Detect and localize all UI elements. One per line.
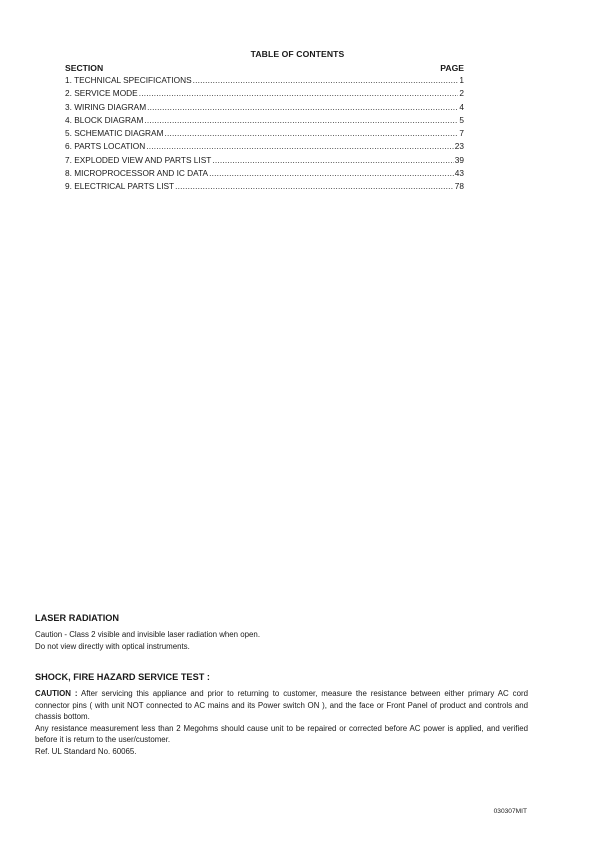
toc-entry-page: 5 bbox=[459, 114, 464, 125]
toc-leader-dots bbox=[193, 75, 459, 85]
toc-entry-label: 8. MICROPROCESSOR AND IC DATA bbox=[65, 168, 209, 179]
shock-caution-paragraph bbox=[35, 688, 528, 723]
toc-leader-dots bbox=[209, 168, 454, 178]
document-code: 030307MIT bbox=[493, 808, 527, 815]
toc-entry bbox=[65, 115, 464, 128]
laser-caution-line: Caution - Class 2 visible and invisible laser radiation when open. bbox=[35, 630, 261, 639]
toc-entry-page: 78 bbox=[454, 181, 464, 192]
toc-entry-page: 2 bbox=[459, 88, 464, 99]
toc-entry-label: 9. ELECTRICAL PARTS LIST bbox=[65, 181, 175, 192]
toc-title: TABLE OF CONTENTS bbox=[250, 49, 345, 59]
toc-entry-page: 7 bbox=[459, 128, 464, 139]
toc-entry-page: 23 bbox=[454, 141, 464, 152]
toc-leader-dots bbox=[147, 102, 458, 112]
toc-leader-dots bbox=[146, 141, 454, 151]
laser-radiation-section bbox=[35, 613, 528, 652]
toc-entry-page: 1 bbox=[459, 75, 464, 85]
toc-entry bbox=[65, 102, 464, 115]
toc-entry-label: 6. PARTS LOCATION bbox=[65, 141, 146, 152]
toc-entry-label: 4. BLOCK DIAGRAM bbox=[65, 114, 144, 125]
toc-entry-label: 1. TECHNICAL SPECIFICATIONS bbox=[65, 75, 192, 85]
toc-leader-dots bbox=[139, 88, 459, 98]
toc-leader-dots bbox=[175, 181, 454, 191]
laser-warning-line: Do not view directly with optical instruments. bbox=[35, 641, 190, 651]
toc-entry bbox=[65, 128, 464, 141]
toc-entry-label: 2. SERVICE MODE bbox=[65, 88, 138, 99]
toc-entry-label: 5. SCHEMATIC DIAGRAM bbox=[65, 128, 164, 139]
shock-heading: SHOCK, FIRE HAZARD SERVICE TEST : bbox=[35, 672, 210, 682]
toc-entry-page: 39 bbox=[454, 154, 464, 165]
caution-text: After servicing this appliance and prior to returning to customer, measure the resistance between either primary AC cord connector pins ( with unit NOT connected to AC mains and its Power switch ON ), and the face or Front Panel of product and controls and chassis bottom. bbox=[35, 689, 528, 722]
ul-standard-reference: Ref. UL Standard No. 60065. bbox=[35, 746, 137, 756]
toc-entry-label: 3. WIRING DIAGRAM bbox=[65, 101, 147, 112]
toc-entry-page: 43 bbox=[454, 168, 464, 179]
toc-entry-label: 7. EXPLODED VIEW AND PARTS LIST bbox=[65, 154, 212, 165]
toc-page-header: PAGE bbox=[440, 63, 464, 73]
toc-entry bbox=[65, 168, 464, 181]
toc-entry bbox=[65, 141, 464, 154]
toc-header-row bbox=[65, 63, 464, 73]
laser-heading: LASER RADIATION bbox=[35, 613, 120, 623]
caution-label: CAUTION : bbox=[35, 689, 78, 698]
toc-entry bbox=[65, 155, 464, 168]
toc-entry bbox=[65, 88, 464, 101]
toc-leader-dots bbox=[212, 155, 453, 165]
toc-leader-dots bbox=[144, 115, 458, 125]
shock-hazard-section bbox=[35, 672, 528, 758]
toc-leader-dots bbox=[165, 128, 459, 138]
toc-section-header: SECTION bbox=[65, 63, 104, 73]
toc-entry-page: 4 bbox=[459, 101, 464, 112]
toc-entry bbox=[65, 181, 464, 194]
toc-list bbox=[65, 75, 464, 195]
resistance-paragraph: Any resistance measurement less than 2 Megohms should cause unit to be repaired or corrected before AC power is applied, and verified before it is return to the user/customer. bbox=[35, 723, 528, 745]
toc-entry bbox=[65, 75, 464, 88]
